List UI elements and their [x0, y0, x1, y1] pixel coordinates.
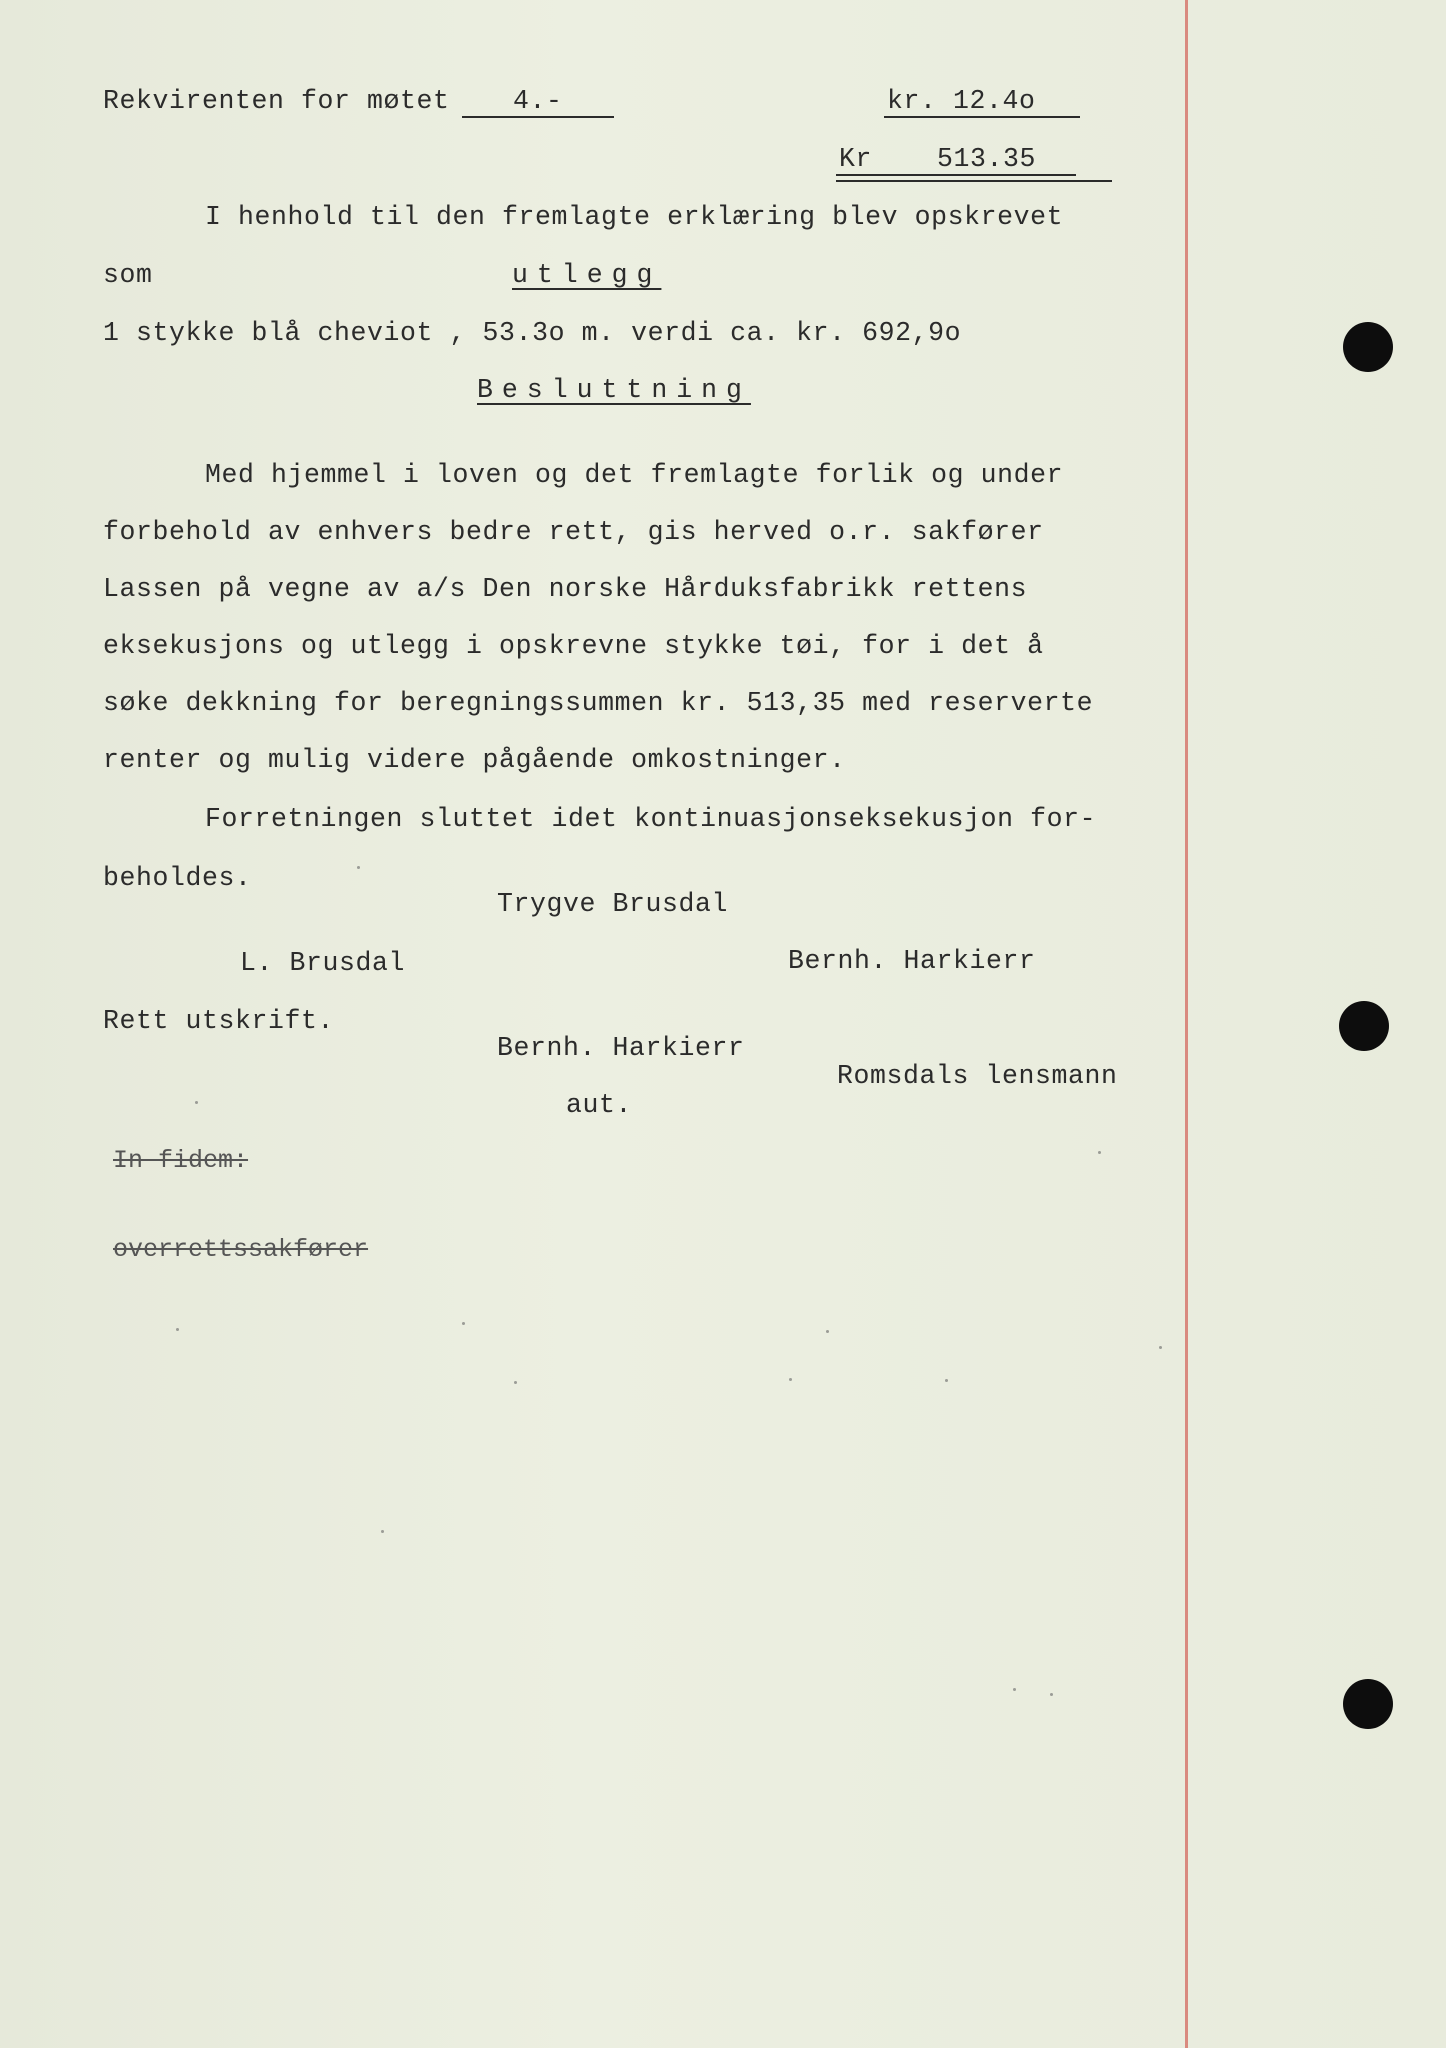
paper-speck — [381, 1530, 384, 1533]
intro-line-1: I henhold til den fremlagte erklæring blev opskrevet — [205, 202, 1064, 232]
struck-overrettssakforer: overrettssakfører — [113, 1235, 369, 1264]
paragraph-line: eksekusjons og utlegg i opskrevne stykke tøi, for i det å — [103, 631, 1044, 661]
paper-speck — [826, 1330, 829, 1333]
paragraph-line: forbehold av enhvers bedre rett, gis herved o.r. sakfører — [103, 517, 1044, 547]
struck-in-fidem: In fidem: — [113, 1146, 249, 1175]
paper-speck — [462, 1322, 465, 1325]
item-line: 1 stykke blå cheviot , 53.3o m. verdi ca. kr. 692,9o — [103, 318, 962, 348]
total-underline-2 — [836, 180, 1112, 182]
meeting-value: 4.- — [513, 86, 563, 116]
paper-speck — [176, 1328, 179, 1331]
total-underline-1 — [836, 174, 1076, 176]
paragraph-line: søke dekkning for beregningssummen kr. 513,35 med reserverte — [103, 688, 1094, 718]
paper-speck — [945, 1379, 948, 1382]
certified-copy-label: Rett utskrift. — [103, 1006, 335, 1036]
paper-speck — [195, 1101, 198, 1104]
total-prefix: Kr — [839, 144, 873, 174]
paper-speck — [514, 1381, 517, 1384]
paper-speck — [1159, 1346, 1162, 1349]
paper-speck — [789, 1378, 792, 1381]
utlegg-heading: utlegg — [512, 260, 662, 290]
besluttning-heading: Besluttning — [477, 375, 751, 405]
signature-trygve-brusdal: Trygve Brusdal — [497, 889, 729, 919]
authorised-abbrev: aut. — [566, 1090, 633, 1120]
paper-speck — [1098, 1151, 1101, 1154]
punch-hole-icon — [1343, 322, 1393, 372]
signature-bernh-harkierr: Bernh. Harkierr — [788, 946, 1036, 976]
meeting-underline — [462, 116, 614, 118]
fee-amount: kr. 12.4o — [887, 86, 1036, 116]
paper-speck — [1050, 1693, 1053, 1696]
total-amount: 513.35 — [937, 144, 1037, 174]
paper-speck — [1013, 1688, 1016, 1691]
signature-bernh-harkierr-aut: Bernh. Harkierr — [497, 1033, 745, 1063]
punch-hole-icon — [1343, 1679, 1393, 1729]
intro-som: som — [103, 260, 153, 290]
fee-underline — [884, 116, 1080, 118]
paragraph-line: beholdes. — [103, 863, 252, 893]
red-margin-line — [1185, 0, 1188, 2048]
punch-hole-icon — [1339, 1001, 1389, 1051]
paper-speck — [357, 866, 360, 869]
signature-l-brusdal: L. Brusdal — [240, 948, 406, 978]
office-romsdals-lensmann: Romsdals lensmann — [837, 1061, 1118, 1091]
paragraph-line: renter og mulig videre pågående omkostninger. — [103, 745, 846, 775]
requester-label: Rekvirenten for møtet — [103, 86, 450, 116]
paragraph-line: Med hjemmel i loven og det fremlagte forlik og under — [205, 460, 1064, 490]
paragraph-line: Lassen på vegne av a/s Den norske Hårduksfabrikk rettens — [103, 574, 1028, 604]
paragraph-line: Forretningen sluttet idet kontinuasjonseksekusjon for- — [205, 804, 1097, 834]
